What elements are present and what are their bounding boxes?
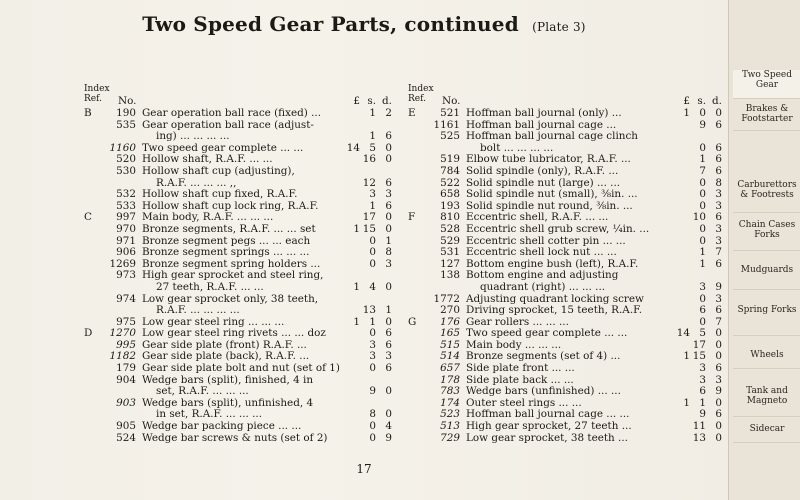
part-number-cell: 513 <box>440 420 460 433</box>
index-ref-cell: D <box>84 327 93 340</box>
part-number-cell: 523 <box>440 408 460 421</box>
shilling-cell: 0 <box>699 199 706 212</box>
shilling-cell: 0 <box>369 234 376 247</box>
pence-header: d. <box>712 95 722 107</box>
pence-cell: 0 <box>385 211 392 224</box>
pence-cell: 0 <box>715 420 722 433</box>
description-cell: Wedge bars (unfinished) ... ... <box>466 386 621 398</box>
table-header <box>84 84 402 108</box>
right-rows <box>408 108 724 444</box>
part-number-cell: 657 <box>440 362 460 375</box>
description-cell: Gear operation ball race (adjust- <box>142 119 314 131</box>
part-number-cell: 905 <box>116 420 136 433</box>
pence-cell: 3 <box>715 373 722 386</box>
description-cell: Hoffman ball journal cage clinch <box>466 131 638 143</box>
pence-cell: 4 <box>385 420 392 433</box>
description-cell: quadrant (right) ... ... ... <box>480 281 606 293</box>
description-cell: Eccentric shell lock nut ... ... <box>466 247 617 259</box>
shilling-cell: 6 <box>699 304 706 317</box>
description-cell: bolt ... ... ... ... <box>480 142 554 154</box>
description-cell: Eccentric shell grub screw, ¼in. ... <box>466 223 650 235</box>
shilling-cell: 6 <box>699 385 706 398</box>
table-row <box>84 247 402 259</box>
part-number-cell: 127 <box>440 257 460 270</box>
shilling-cell: 17 <box>692 338 706 351</box>
description-cell: Eccentric shell, R.A.F. ... ... <box>466 212 609 224</box>
pence-cell: 6 <box>715 141 722 154</box>
part-number-cell: 1182 <box>109 350 136 363</box>
shilling-cell: 1 <box>369 107 376 119</box>
part-number-cell: 514 <box>440 350 460 363</box>
index-label: Index <box>408 84 434 94</box>
part-number-cell: 174 <box>440 396 460 409</box>
pence-cell: 9 <box>385 431 392 444</box>
description-cell: Solid spindle nut (small), ⅜in. ... <box>466 189 638 201</box>
tab-spring-forks[interactable]: Spring Forks <box>733 305 800 336</box>
shilling-cell: 9 <box>699 408 706 421</box>
description-cell: Wedge bars (split), finished, 4 in <box>142 374 314 386</box>
pound-header: £ <box>353 95 360 107</box>
shilling-cell: 7 <box>699 164 706 177</box>
description-cell: R.A.F. ... ... ... ,, <box>156 177 237 189</box>
description-cell: Two speed gear complete ... ... <box>466 328 628 340</box>
part-number-cell: 190 <box>116 107 136 119</box>
part-number-cell: 729 <box>440 431 460 444</box>
shilling-cell: 15 <box>692 350 706 363</box>
part-number-cell: 270 <box>440 304 460 317</box>
pence-cell: 6 <box>715 304 722 317</box>
pence-cell: 6 <box>385 176 392 189</box>
description-cell: Low gear sprocket only, 38 teeth, <box>142 293 319 305</box>
description-cell: Side plate front ... ... <box>466 363 575 375</box>
pence-cell: 9 <box>715 280 722 293</box>
pence-cell: 3 <box>715 292 722 305</box>
table-row <box>408 305 724 317</box>
pence-cell: 9 <box>715 385 722 398</box>
shilling-cell: 1 <box>699 246 706 259</box>
description-cell: Main body, R.A.F. ... ... ... <box>142 212 274 224</box>
index-ref-cell: F <box>408 211 416 224</box>
index-ref-cell: B <box>84 107 92 119</box>
shilling-cell: 15 <box>362 222 376 235</box>
pence-cell: 0 <box>715 350 722 363</box>
shilling-cell: 9 <box>369 385 376 398</box>
left-rows <box>84 108 402 444</box>
part-number-cell: 906 <box>116 246 136 259</box>
shilling-cell: 0 <box>369 257 376 270</box>
shilling-cell: 0 <box>369 362 376 375</box>
description-cell: Low gear sprocket, 38 teeth ... <box>466 432 628 444</box>
description-cell: Bronze segment pegs ... ... each <box>142 235 311 247</box>
pence-cell: 6 <box>385 199 392 212</box>
shilling-cell: 0 <box>699 107 706 119</box>
shilling-cell: 1 <box>699 257 706 270</box>
part-number-cell: 530 <box>116 164 136 177</box>
table-row <box>84 305 402 317</box>
table-row <box>84 166 402 178</box>
part-number-cell: 904 <box>116 373 136 386</box>
pound-cell: 1 <box>683 350 690 363</box>
pence-cell: 0 <box>715 327 722 340</box>
shilling-cell: 0 <box>369 431 376 444</box>
shilling-cell: 0 <box>699 222 706 235</box>
tab-sidecar[interactable]: Sidecar <box>733 424 800 443</box>
shilling-cell: 4 <box>369 280 376 293</box>
part-number-cell: 193 <box>440 199 460 212</box>
description-cell: Two speed gear complete ... ... <box>142 142 304 154</box>
description-cell: Solid spindle nut (large) ... ... <box>466 177 621 189</box>
description-cell: Wedge bar screws & nuts (set of 2) <box>142 432 328 444</box>
pence-cell: 6 <box>715 153 722 166</box>
index-label: Index <box>84 84 110 94</box>
pence-cell: 6 <box>385 338 392 351</box>
pence-cell: 6 <box>385 327 392 340</box>
pence-cell: 0 <box>385 408 392 421</box>
table-row <box>408 189 724 201</box>
pence-cell: 3 <box>385 350 392 363</box>
index-ref-cell: E <box>408 107 416 119</box>
pence-header: d. <box>382 95 392 107</box>
table-row <box>84 363 402 375</box>
shilling-cell: 0 <box>699 141 706 154</box>
description-cell: Low gear steel ring rivets ... ... doz <box>142 328 326 340</box>
part-number-cell: 176 <box>440 315 460 328</box>
pence-cell: 6 <box>715 257 722 270</box>
description-cell: Gear side plate bolt and nut (set of 1) <box>142 363 340 375</box>
shilling-cell: 0 <box>699 176 706 189</box>
pence-cell: 6 <box>715 118 722 131</box>
pence-cell: 0 <box>385 222 392 235</box>
description-cell: Driving sprocket, 15 teeth, R.A.F. <box>466 305 643 317</box>
no-header: No. <box>118 95 137 107</box>
description-cell: Hoffman ball journal (only) ... <box>466 108 622 119</box>
table-header <box>408 84 724 108</box>
index-ref-cell: G <box>408 315 417 328</box>
shilling-cell: 0 <box>699 188 706 201</box>
description-cell: Gear operation ball race (fixed) ... <box>142 108 322 119</box>
shilling-cell: 11 <box>692 420 706 433</box>
shilling-cell: 10 <box>692 211 706 224</box>
description-cell: Bronze segments (set of 4) ... <box>466 351 621 363</box>
tab-brakes-footstarter[interactable]: Brakes & Footstarter <box>733 104 800 131</box>
table-row <box>84 189 402 201</box>
part-number-cell: 524 <box>116 431 136 444</box>
pence-cell: 6 <box>385 362 392 375</box>
pence-cell: 0 <box>385 141 392 154</box>
table-row <box>84 108 402 120</box>
shilling-cell: 1 <box>699 396 706 409</box>
part-number-cell: 533 <box>116 199 136 212</box>
pound-cell: 14 <box>676 327 690 340</box>
part-number-cell: 997 <box>116 211 136 224</box>
index-tabs <box>728 0 800 500</box>
part-number-cell: 519 <box>440 153 460 166</box>
part-number-cell: 1160 <box>109 141 136 154</box>
pound-cell: 1 <box>353 315 360 328</box>
plate-label: (Plate 3) <box>532 20 586 34</box>
part-number-cell: 1269 <box>109 257 136 270</box>
ref-label: Ref. <box>408 94 426 104</box>
description-cell: 27 teeth, R.A.F. ... ... <box>156 281 264 293</box>
description-cell: Gear rollers ... ... ... <box>466 316 569 328</box>
pence-cell: 0 <box>385 280 392 293</box>
shilling-cell: 1 <box>369 315 376 328</box>
description-cell: High gear sprocket, 27 teeth ... <box>466 421 632 433</box>
description-cell: Bronze segment springs ... ... ... <box>142 247 310 259</box>
table-row <box>84 294 402 306</box>
pence-cell: 0 <box>715 338 722 351</box>
part-number-cell: 515 <box>440 338 460 351</box>
table-row <box>408 166 724 178</box>
shilling-cell: 5 <box>369 141 376 154</box>
table-row <box>408 270 724 282</box>
pence-cell: 3 <box>385 257 392 270</box>
description-cell: set, R.A.F. ... ... ... <box>156 386 249 398</box>
part-number-cell: 535 <box>116 118 136 131</box>
tab-mudguards[interactable]: Mudguards <box>733 265 800 290</box>
pence-cell: 6 <box>715 164 722 177</box>
part-number-cell: 970 <box>116 222 136 235</box>
shilling-header: s. <box>367 95 376 107</box>
pence-cell: 0 <box>385 385 392 398</box>
table-row <box>408 433 724 445</box>
part-number-cell: 903 <box>116 396 136 409</box>
pound-cell: 1 <box>353 222 360 235</box>
shilling-cell: 13 <box>362 304 376 317</box>
tab-wheels[interactable]: Wheels <box>733 350 800 369</box>
part-number-cell: 975 <box>116 315 136 328</box>
description-cell: Hoffman ball journal cage ... <box>466 119 617 131</box>
description-cell: Wedge bars (split), unfinished, 4 <box>142 397 314 409</box>
shilling-cell: 3 <box>699 362 706 375</box>
pence-cell: 6 <box>715 211 722 224</box>
shilling-cell: 3 <box>369 188 376 201</box>
ref-label: Ref. <box>84 94 102 104</box>
pence-cell: 0 <box>385 315 392 328</box>
shilling-cell: 3 <box>699 373 706 386</box>
description-cell: Outer steel rings ... ... <box>466 397 582 409</box>
part-number-cell: 658 <box>440 188 460 201</box>
shilling-cell: 0 <box>699 315 706 328</box>
part-number-cell: 179 <box>116 362 136 375</box>
description-cell: Solid spindle (only), R.A.F. ... <box>466 165 619 177</box>
part-number-cell: 1772 <box>433 292 460 305</box>
part-number-cell: 522 <box>440 176 460 189</box>
description-cell: Hollow shaft cup lock ring, R.A.F. <box>142 200 319 212</box>
pence-cell: 6 <box>715 362 722 375</box>
shilling-header: s. <box>697 95 706 107</box>
tab-tank-and-magneto[interactable]: Tank and Magneto <box>733 386 800 417</box>
table-row <box>84 375 402 387</box>
page-number: 17 <box>356 462 372 476</box>
part-number-cell: 520 <box>116 153 136 166</box>
part-number-cell: 995 <box>116 338 136 351</box>
pence-cell: 3 <box>385 188 392 201</box>
tab-carburettors-footrests[interactable]: Carburettors & Footrests <box>733 180 800 213</box>
pence-cell: 8 <box>715 176 722 189</box>
tab-two-speed-gear[interactable]: Two Speed Gear <box>733 70 800 99</box>
description-cell: R.A.F. ... ... ... ... <box>156 305 240 317</box>
shilling-cell: 12 <box>362 176 376 189</box>
pound-cell: 14 <box>346 141 360 154</box>
description-cell: Hollow shaft cup fixed, R.A.F. <box>142 189 298 201</box>
part-number-cell: 971 <box>116 234 136 247</box>
description-cell: Bronze segment spring holders ... <box>142 258 321 270</box>
index-ref-header <box>84 84 110 104</box>
pence-cell: 1 <box>385 234 392 247</box>
pence-cell: 7 <box>715 315 722 328</box>
part-number-cell: 531 <box>440 246 460 259</box>
table-row <box>84 433 402 445</box>
shilling-cell: 9 <box>699 118 706 131</box>
part-number-cell: 973 <box>116 269 136 282</box>
pence-cell: 3 <box>715 188 722 201</box>
description-cell: Elbow tube lubricator, R.A.F. ... <box>466 154 631 166</box>
description-cell: Gear side plate (front) R.A.F. ... <box>142 339 307 351</box>
part-number-cell: 521 <box>440 107 460 119</box>
pound-cell: 1 <box>353 280 360 293</box>
table-row <box>84 224 402 236</box>
pence-cell: 0 <box>715 396 722 409</box>
shilling-cell: 5 <box>699 327 706 340</box>
shilling-cell: 0 <box>369 327 376 340</box>
description-cell: Bottom engine and adjusting <box>466 270 619 282</box>
part-number-cell: 178 <box>440 373 460 386</box>
parts-table-right <box>408 84 724 444</box>
table-row <box>408 282 724 294</box>
pence-cell: 0 <box>715 431 722 444</box>
pence-cell: 3 <box>715 222 722 235</box>
pence-cell: 1 <box>385 304 392 317</box>
table-row <box>84 398 402 410</box>
shilling-cell: 13 <box>692 431 706 444</box>
index-ref-cell: C <box>84 211 92 224</box>
shilling-cell: 16 <box>362 153 376 166</box>
shilling-cell: 1 <box>369 130 376 143</box>
description-cell: Hoffman ball journal cage ... ... <box>466 409 630 421</box>
tab-chain-cases-forks[interactable]: Chain Cases Forks <box>733 220 800 251</box>
shilling-cell: 0 <box>699 292 706 305</box>
description-cell: Wedge bar packing piece ... ... <box>142 421 302 433</box>
pence-cell: 8 <box>385 246 392 259</box>
part-number-cell: 784 <box>440 164 460 177</box>
pence-cell: 3 <box>715 234 722 247</box>
part-number-cell: 1161 <box>433 118 460 131</box>
table-row <box>84 282 402 294</box>
no-header: No. <box>442 95 461 107</box>
part-number-cell: 525 <box>440 130 460 143</box>
table-row <box>408 247 724 259</box>
shilling-cell: 3 <box>369 338 376 351</box>
part-number-cell: 974 <box>116 292 136 305</box>
part-number-cell: 1270 <box>109 327 136 340</box>
description-cell: Gear side plate (back), R.A.F. ... <box>142 351 310 363</box>
shilling-cell: 17 <box>362 211 376 224</box>
shilling-cell: 3 <box>369 350 376 363</box>
table-row <box>408 131 724 143</box>
part-number-cell: 528 <box>440 222 460 235</box>
part-number-cell: 529 <box>440 234 460 247</box>
description-cell: High gear sprocket and steel ring, <box>142 270 324 282</box>
pence-cell: 2 <box>385 107 392 119</box>
description-cell: Bottom engine bush (left), R.A.F. <box>466 258 639 270</box>
pence-cell: 6 <box>385 130 392 143</box>
table-row <box>84 421 402 433</box>
table-row <box>408 108 724 120</box>
table-row <box>408 421 724 433</box>
shilling-cell: 8 <box>369 408 376 421</box>
pence-cell: 6 <box>715 408 722 421</box>
shilling-cell: 0 <box>369 246 376 259</box>
pence-cell: 0 <box>385 153 392 166</box>
part-number-cell: 810 <box>440 211 460 224</box>
index-ref-header <box>408 84 434 104</box>
part-number-cell: 138 <box>440 269 460 282</box>
description-cell: Hollow shaft cup (adjusting), <box>142 165 295 177</box>
description-cell: Adjusting quadrant locking screw <box>466 293 644 305</box>
shilling-cell: 0 <box>699 234 706 247</box>
shilling-cell: 1 <box>369 199 376 212</box>
shilling-cell: 0 <box>369 420 376 433</box>
shilling-cell: 3 <box>699 280 706 293</box>
description-cell: ing) ... ... ... ... <box>156 131 230 143</box>
pence-cell: 3 <box>715 199 722 212</box>
part-number-cell: 783 <box>440 385 460 398</box>
description-cell: Hollow shaft, R.A.F. ... ... <box>142 154 273 166</box>
pence-cell: 7 <box>715 246 722 259</box>
description-cell: Main body ... ... ... <box>466 339 562 351</box>
description-cell: Solid spindle nut round, ⅜in. ... <box>466 200 633 212</box>
table-row <box>408 224 724 236</box>
pound-header: £ <box>683 95 690 107</box>
part-number-cell: 165 <box>440 327 460 340</box>
description-cell: Eccentric shell cotter pin ... ... <box>466 235 626 247</box>
description-cell: Side plate back ... ... <box>466 374 574 386</box>
table-row <box>84 120 402 132</box>
description-cell: in set, R.A.F. ... ... ... <box>156 409 263 421</box>
pence-cell: 0 <box>715 107 722 119</box>
description-cell: Low gear steel ring ... ... ... <box>142 316 285 328</box>
title-text: Two Speed Gear Parts, continued <box>142 12 519 36</box>
shilling-cell: 1 <box>699 153 706 166</box>
table-row <box>408 363 724 375</box>
part-number-cell: 532 <box>116 188 136 201</box>
page-title <box>0 12 728 36</box>
pound-cell: 1 <box>683 107 690 119</box>
pound-cell: 1 <box>683 396 690 409</box>
parts-table-left <box>84 84 402 444</box>
description-cell: Bronze segments, R.A.F. ... ... set <box>142 223 316 235</box>
